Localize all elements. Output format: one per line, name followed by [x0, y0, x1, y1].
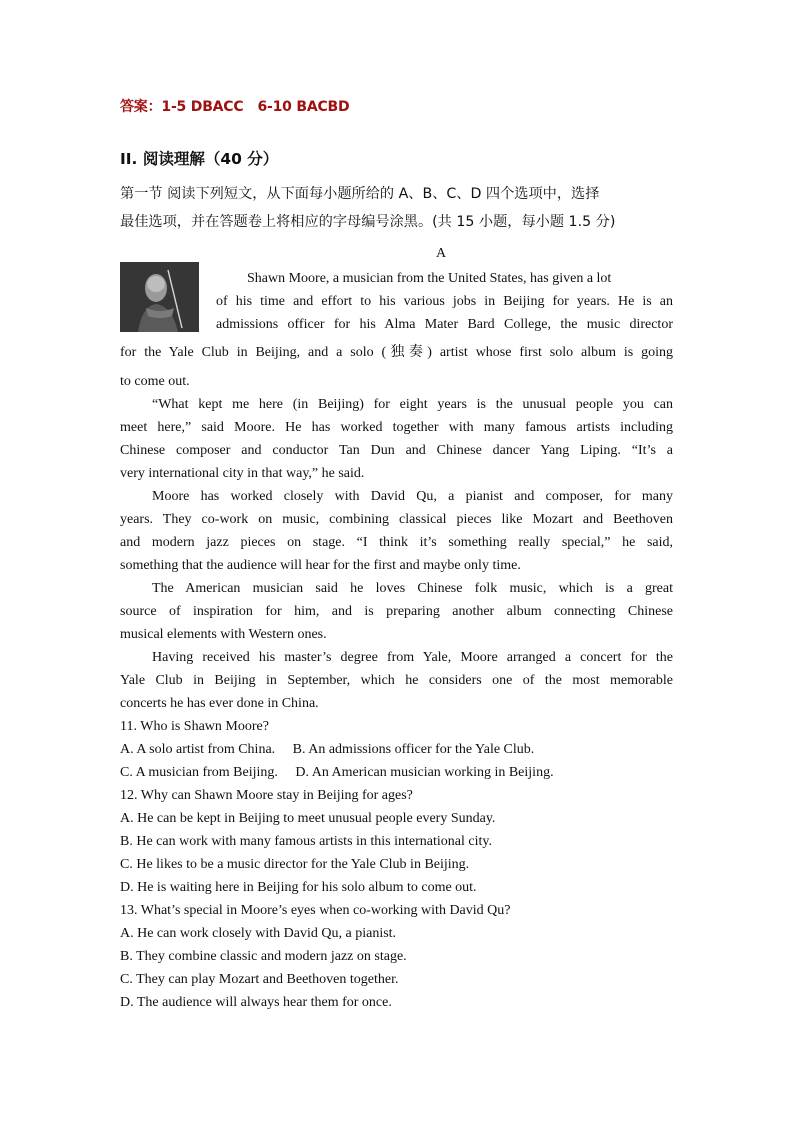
question-option: C. They can play Mozart and Beethoven together.: [120, 972, 399, 987]
passage-line: The American musician said he loves Chinese folk music, which is a great: [152, 581, 673, 596]
answer-key: [120, 96, 349, 116]
passage-line: years. They co-work on music, combining classical pieces like Mozart and Beethoven: [120, 512, 673, 527]
passage-line: concerts he has ever done in China.: [120, 696, 319, 711]
instruction-line: 最佳选项，并在答题卷上将相应的字母编号涂黑。(共 15 小题，每小题 1.5 分): [120, 214, 616, 230]
passage-line: of his time and effort to his various jobs in Beijing for years. He is an: [216, 294, 673, 309]
question-stem: 12. Why can Shawn Moore stay in Beijing for ages?: [120, 788, 413, 803]
passage-line: Moore has worked closely with David Qu, a pianist and composer, for many: [152, 489, 673, 504]
answer-label: 答案：: [120, 99, 162, 115]
passage-letter: A: [436, 246, 447, 261]
answer-part-2: 6-10 BACBD: [257, 99, 350, 115]
question-option: B. They combine classic and modern jazz on stage.: [120, 949, 407, 964]
question-option: C. He likes to be a music director for the Yale Club in Beijing.: [120, 857, 470, 872]
violinist-photo-icon: [120, 262, 199, 332]
passage-line: admissions officer for his Alma Mater Bard College, the music director: [216, 317, 673, 332]
musician-photo: [120, 262, 199, 332]
passage-line: very international city in that way,” he said.: [120, 466, 365, 481]
section-title: II. 阅读理解（40 分）: [120, 150, 279, 168]
passage-line: something that the audience will hear for the first and maybe only time.: [120, 558, 521, 573]
passage-line: and modern jazz pieces on stage. “I think it’s something really special,” he said,: [120, 535, 673, 550]
answer-part-1: 1-5 DBACC: [161, 99, 244, 115]
passage-line: musical elements with Western ones.: [120, 627, 327, 642]
question-option: B. He can work with many famous artists in this international city.: [120, 834, 492, 849]
question-option: A. He can work closely with David Qu, a pianist.: [120, 926, 397, 941]
question-stem: 13. What’s special in Moore’s eyes when co-working with David Qu?: [120, 903, 511, 918]
question-option: A. He can be kept in Beijing to meet unusual people every Sunday.: [120, 811, 496, 826]
question-stem: 11. Who is Shawn Moore?: [120, 719, 269, 734]
question-options: A. A solo artist from China. B. An admissions officer for the Yale Club.: [120, 742, 535, 757]
passage-line: Chinese composer and conductor Tan Dun and Chinese dancer Yang Liping. “It’s a: [120, 443, 673, 458]
passage-line: Having received his master’s degree from Yale, Moore arranged a concert for the: [152, 650, 673, 665]
passage-line: for the Yale Club in Beijing, and a solo (独奏) artist whose first solo album is going: [120, 345, 673, 360]
question-option: D. The audience will always hear them for once.: [120, 995, 392, 1010]
passage-line: source of inspiration for him, and is preparing another album connecting Chinese: [120, 604, 673, 619]
instruction-line: 第一节 阅读下列短文，从下面每小题所给的 A、B、C、D 四个选项中，选择: [120, 186, 600, 202]
passage-line: Yale Club in Beijing in September, which he considers one of the most memorable: [120, 673, 673, 688]
passage-line: meet here,” said Moore. He has worked together with many famous artists including: [120, 420, 673, 435]
question-options: C. A musician from Beijing. D. An American musician working in Beijing.: [120, 765, 554, 780]
passage-line: to come out.: [120, 374, 190, 389]
passage-line: Shawn Moore, a musician from the United States, has given a lot: [247, 271, 612, 286]
passage-line: “What kept me here (in Beijing) for eight years is the unusual people you can: [152, 397, 673, 412]
section-instructions: [120, 180, 676, 236]
question-option: D. He is waiting here in Beijing for his solo album to come out.: [120, 880, 477, 895]
